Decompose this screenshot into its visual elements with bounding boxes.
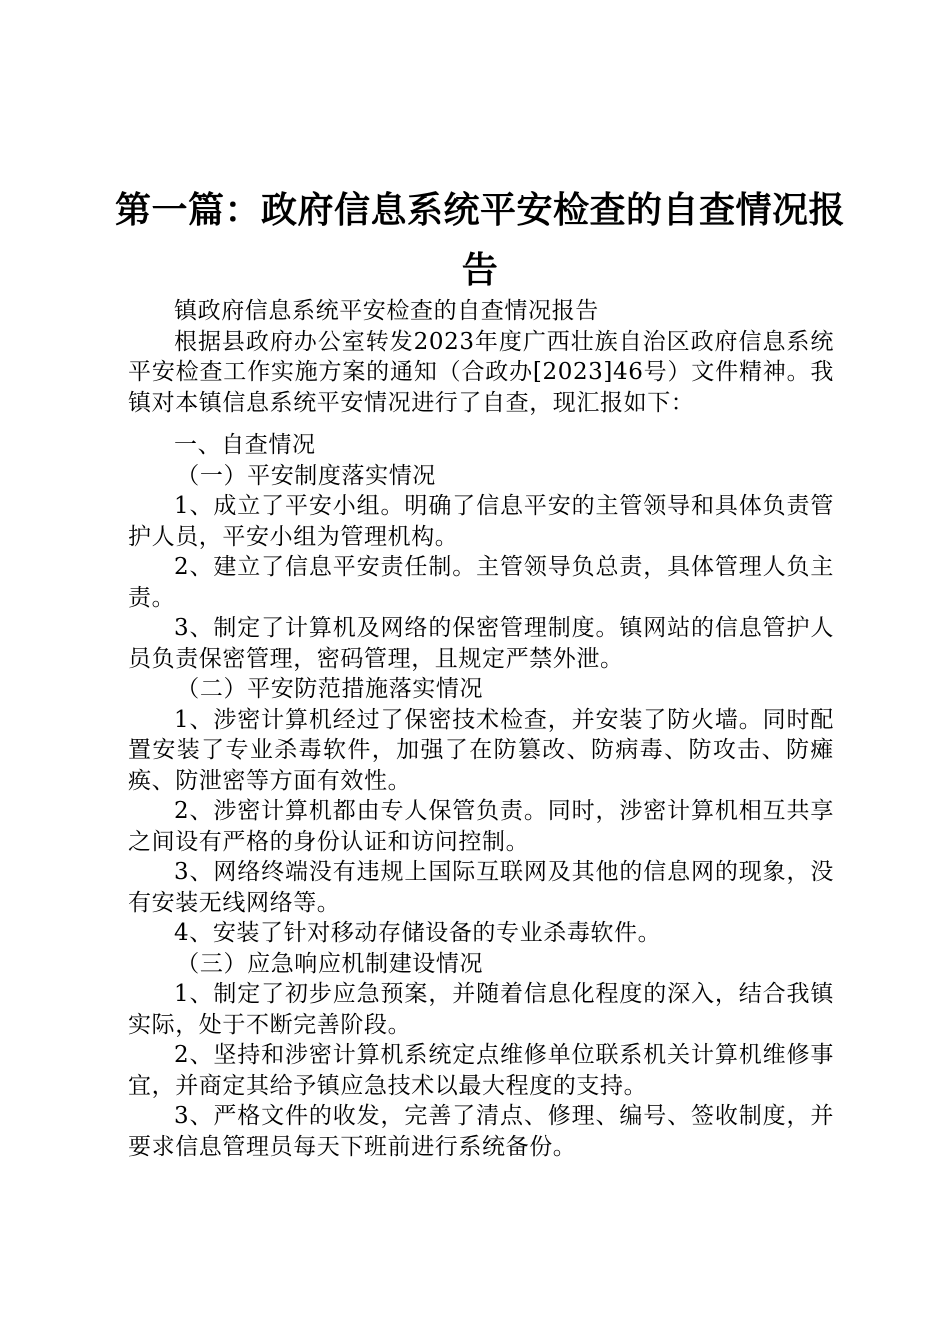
document-body (128, 296, 834, 1162)
paragraph-item: 2、涉密计算机都由专人保管负责。同时，涉密计算机相互共享之间设有严格的身份认证和访问控制。 (128, 798, 834, 855)
subsection-heading-3: （三）应急响应机制建设情况 (176, 950, 484, 977)
paragraph-item: 1、制定了初步应急预案，并随着信息化程度的深入，结合我镇实际，处于不断完善阶段。 (128, 981, 834, 1038)
paragraph-intro: 根据县政府办公室转发2023年度广西壮族自治区政府信息系统平安检查工作实施方案的通知（合政办[2023]46号）文件精神。我镇对本镇信息系统平安情况进行了自查，现汇报如下： (128, 328, 834, 416)
paragraph-item: 4、安装了针对移动存储设备的专业杀毒软件。 (174, 920, 662, 946)
section-heading-self-check: 一、自查情况 (174, 432, 316, 458)
paragraph-item: 1、成立了平安小组。明确了信息平安的主管领导和具体负责管护人员，平安小组为管理机构。 (128, 493, 834, 550)
paragraph-item: 3、严格文件的收发，完善了清点、修理、编号、签收制度，并要求信息管理员每天下班前进行系统备份。 (128, 1103, 834, 1160)
subsection-heading-2: （二）平安防范措施落实情况 (176, 676, 484, 702)
paragraph-item: 2、建立了信息平安责任制。主管领导负总责，具体管理人负主责。 (128, 554, 834, 611)
paragraph-subtitle: 镇政府信息系统平安检查的自查情况报告 (174, 298, 599, 324)
paragraph-item: 2、坚持和涉密计算机系统定点维修单位联系机关计算机维修事宜，并商定其给予镇应急技术以最大程度的支持。 (128, 1042, 834, 1099)
document-title: 第一篇：政府信息系统平安检查的自查情况报告 (114, 189, 845, 291)
subsection-heading-1: （一）平安制度落实情况 (176, 462, 436, 489)
paragraph-item: 3、网络终端没有违规上国际互联网及其他的信息网的现象，没有安装无线网络等。 (128, 859, 834, 916)
paragraph-item: 3、制定了计算机及网络的保密管理制度。镇网站的信息管护人员负责保密管理，密码管理，且规定严禁外泄。 (128, 615, 834, 672)
paragraph-item: 1、涉密计算机经过了保密技术检查，并安装了防火墙。同时配置安装了专业杀毒软件，加强了在防篡改、防病毒、防攻击、防瘫痪、防泄密等方面有效性。 (128, 706, 834, 794)
